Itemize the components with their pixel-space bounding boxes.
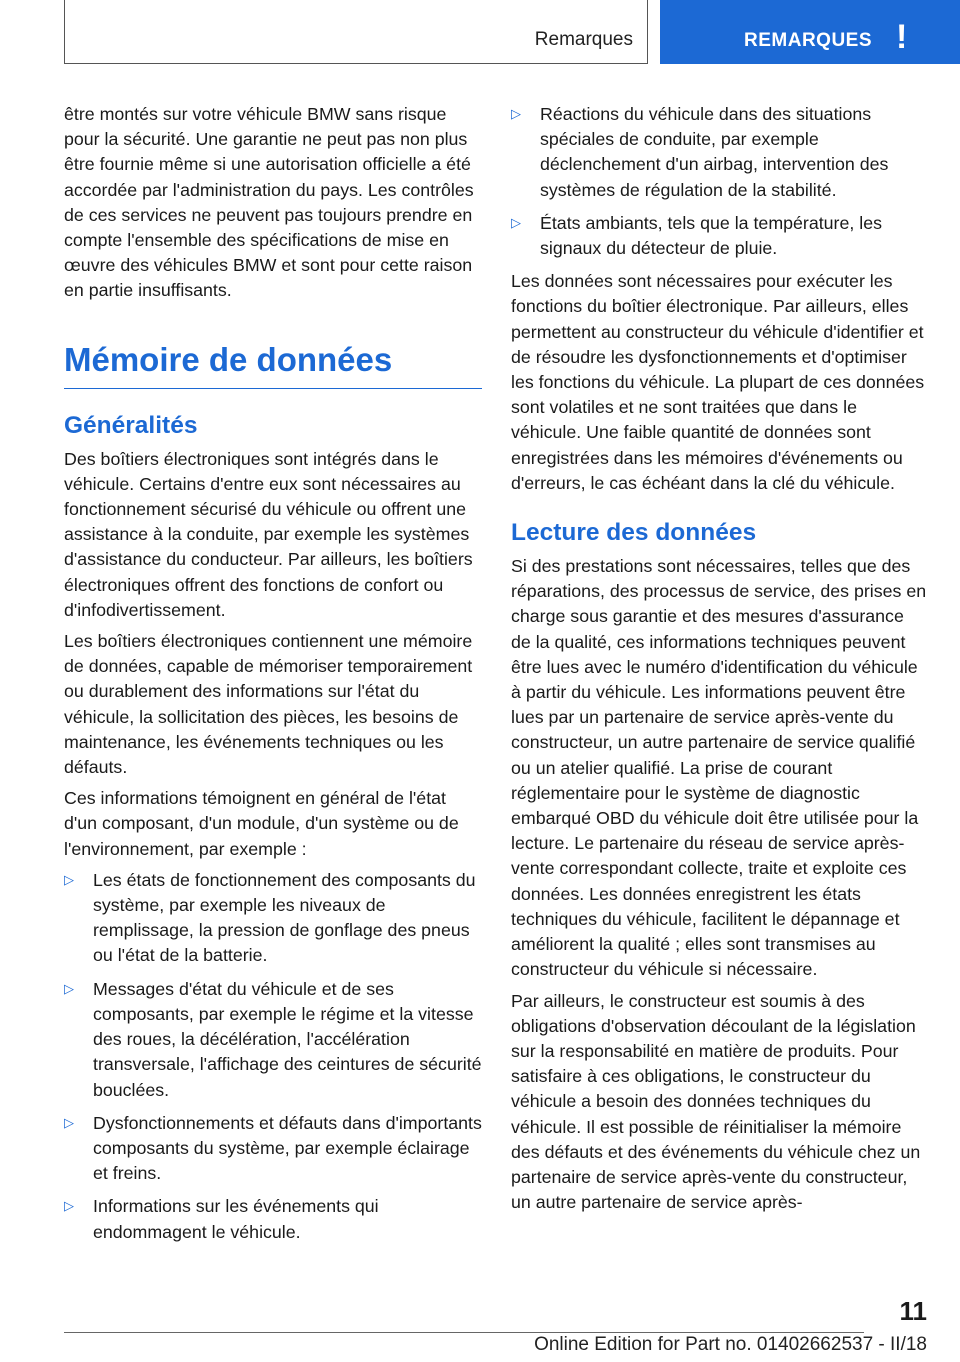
running-header: [64, 0, 648, 64]
section-title: Remarques: [534, 29, 633, 50]
list-item-text: Informations sur les événements qui endommagent le véhicule.: [93, 1196, 379, 1242]
left-column: [64, 102, 482, 1253]
intro-paragraph: être montés sur votre véhicule BMW sans risque pour la sécurité. Une garantie ne peut pas non plus être fournie même si une autorisation officielle a été accordée par l'administration du pays. Les contrôles de ces services ne peuvent pas toujours prendre en compte l'ensemble des spécifications de mise en œuvre des véhicules BMW et sont pour cette raison en partie insuffisants.: [64, 104, 474, 301]
edition-footer: Online Edition for Part no. 01402662537 - II/18: [534, 1334, 927, 1355]
paragraph: Les boîtiers électroniques contiennent une mémoire de données, capable de mémoriser temporairement ou durablement des informations sur l'état du véhicule, la sollicitation des pièces, les besoins de maintenance, les événements techniques ou les défauts.: [64, 631, 473, 778]
chapter-tab: [660, 0, 960, 64]
paragraph: Par ailleurs, le constructeur est soumis à des obligations d'observation découlant de la législation sur la responsabilité en matière de produits. Pour satisfaire à ces obligations, le constructeur du véhicule a besoin des données techniques du véhicule. Il est possible de réinitialiser la mémoire des défauts et des événements du véhicule chez un partenaire de service après-vente du constructeur, un autre partenaire de service après-: [511, 990, 921, 1213]
triangle-bullet-icon: ▷: [64, 1198, 74, 1214]
paragraph: Ces informations témoignent en général de l'état d'un composant, d'un module, d'un système ou de l'environnement, par exemple :: [64, 788, 459, 859]
list-item: [64, 977, 482, 1103]
list-item: [511, 102, 927, 203]
bullet-list: [64, 868, 482, 1245]
paragraph: Si des prestations sont nécessaires, telles que des réparations, des processus de service, des prises en charge sous garantie et des mesures d'assurance de la qualité, ces informations techniques peuvent être lues avec le numéro d'identification du véhicule à partir du véhicule. Les informations peuvent être lues par un partenaire de service après-vente du constructeur, un autre partenaire de service qualifié ou un atelier qualifié. La prise de courant réglementaire pour le système de diagnostic embarqué OBD du véhicule doit être utilisée pour la lecture. Le partenaire du réseau de service après-vente correspondant collecte, traite et exploite ces données. Les données enregistrent les états techniques du véhicule, facilitent le dépannage et améliorent la qualité ; elles sont transmises au constructeur du véhicule si nécessaire.: [511, 556, 927, 980]
page-number: 11: [899, 1296, 927, 1326]
triangle-bullet-icon: ▷: [64, 980, 74, 996]
triangle-bullet-icon: ▷: [511, 106, 521, 121]
list-item-text: Réactions du véhicule dans des situations spéciales de conduite, par exemple déclenchement d'un airbag, intervention des systèmes de régulation de la stabilité.: [540, 104, 889, 200]
bullet-list: [511, 102, 927, 261]
list-item: [64, 1111, 482, 1187]
paragraph: Des boîtiers électroniques sont intégrés dans le véhicule. Certains d'entre eux sont nécessaires au fonctionnement sécurisé du véhicule ou offrent une assistance à la conduite, par exemple les systèmes d'assistance du conducteur. Par ailleurs, les boîtiers électroniques offrent des fonctions de confort ou d'infodivertissement.: [64, 448, 473, 620]
triangle-bullet-icon: ▷: [511, 214, 521, 230]
exclamation-icon: !: [896, 18, 908, 56]
list-item: [64, 868, 482, 969]
footer-divider: [64, 1332, 864, 1333]
triangle-bullet-icon: ▷: [64, 1114, 74, 1130]
paragraph: Les données sont nécessaires pour exécuter les fonctions du boîtier électronique. Par ailleurs, elles permettent au constructeur du véhicule d'identifier et de résoudre les dysfonctionnements et d'optimiser les fonctions du véhicule. La plupart de ces données sont volatiles et ne sont traitées que dans le véhicule. Une faible quantité de données sont enregistrées dans les mémoires d'événements ou d'erreurs, le cas échéant dans la clé du véhicule.: [511, 271, 925, 493]
right-column: [511, 102, 927, 1221]
chapter-label: REMARQUES: [744, 30, 873, 51]
list-item: [511, 211, 927, 261]
subheading-lecture: Lecture des données: [511, 519, 757, 547]
list-item-text: Les états de fonctionnement des composants du système, par exemple les niveaux de remplissage, la pression de gonflage des pneus ou l'état de la batterie.: [93, 869, 476, 966]
subheading-generalites: Généralités: [64, 411, 198, 439]
list-item-text: Messages d'état du véhicule et de ses composants, par exemple le régime et la vitesse des roues, la décélération, l'accélération transversale, l'affichage des ceintures de sécurité bouclées.: [93, 978, 482, 1100]
section-heading: Mémoire de données: [64, 340, 482, 389]
list-item: [64, 1194, 482, 1244]
list-item-text: Dysfonctionnements et défauts dans d'importants composants du système, par exemple éclairage et freins.: [93, 1112, 482, 1184]
triangle-bullet-icon: ▷: [64, 871, 74, 887]
list-item-text: États ambiants, tels que la température, les signaux du détecteur de pluie.: [540, 212, 882, 259]
